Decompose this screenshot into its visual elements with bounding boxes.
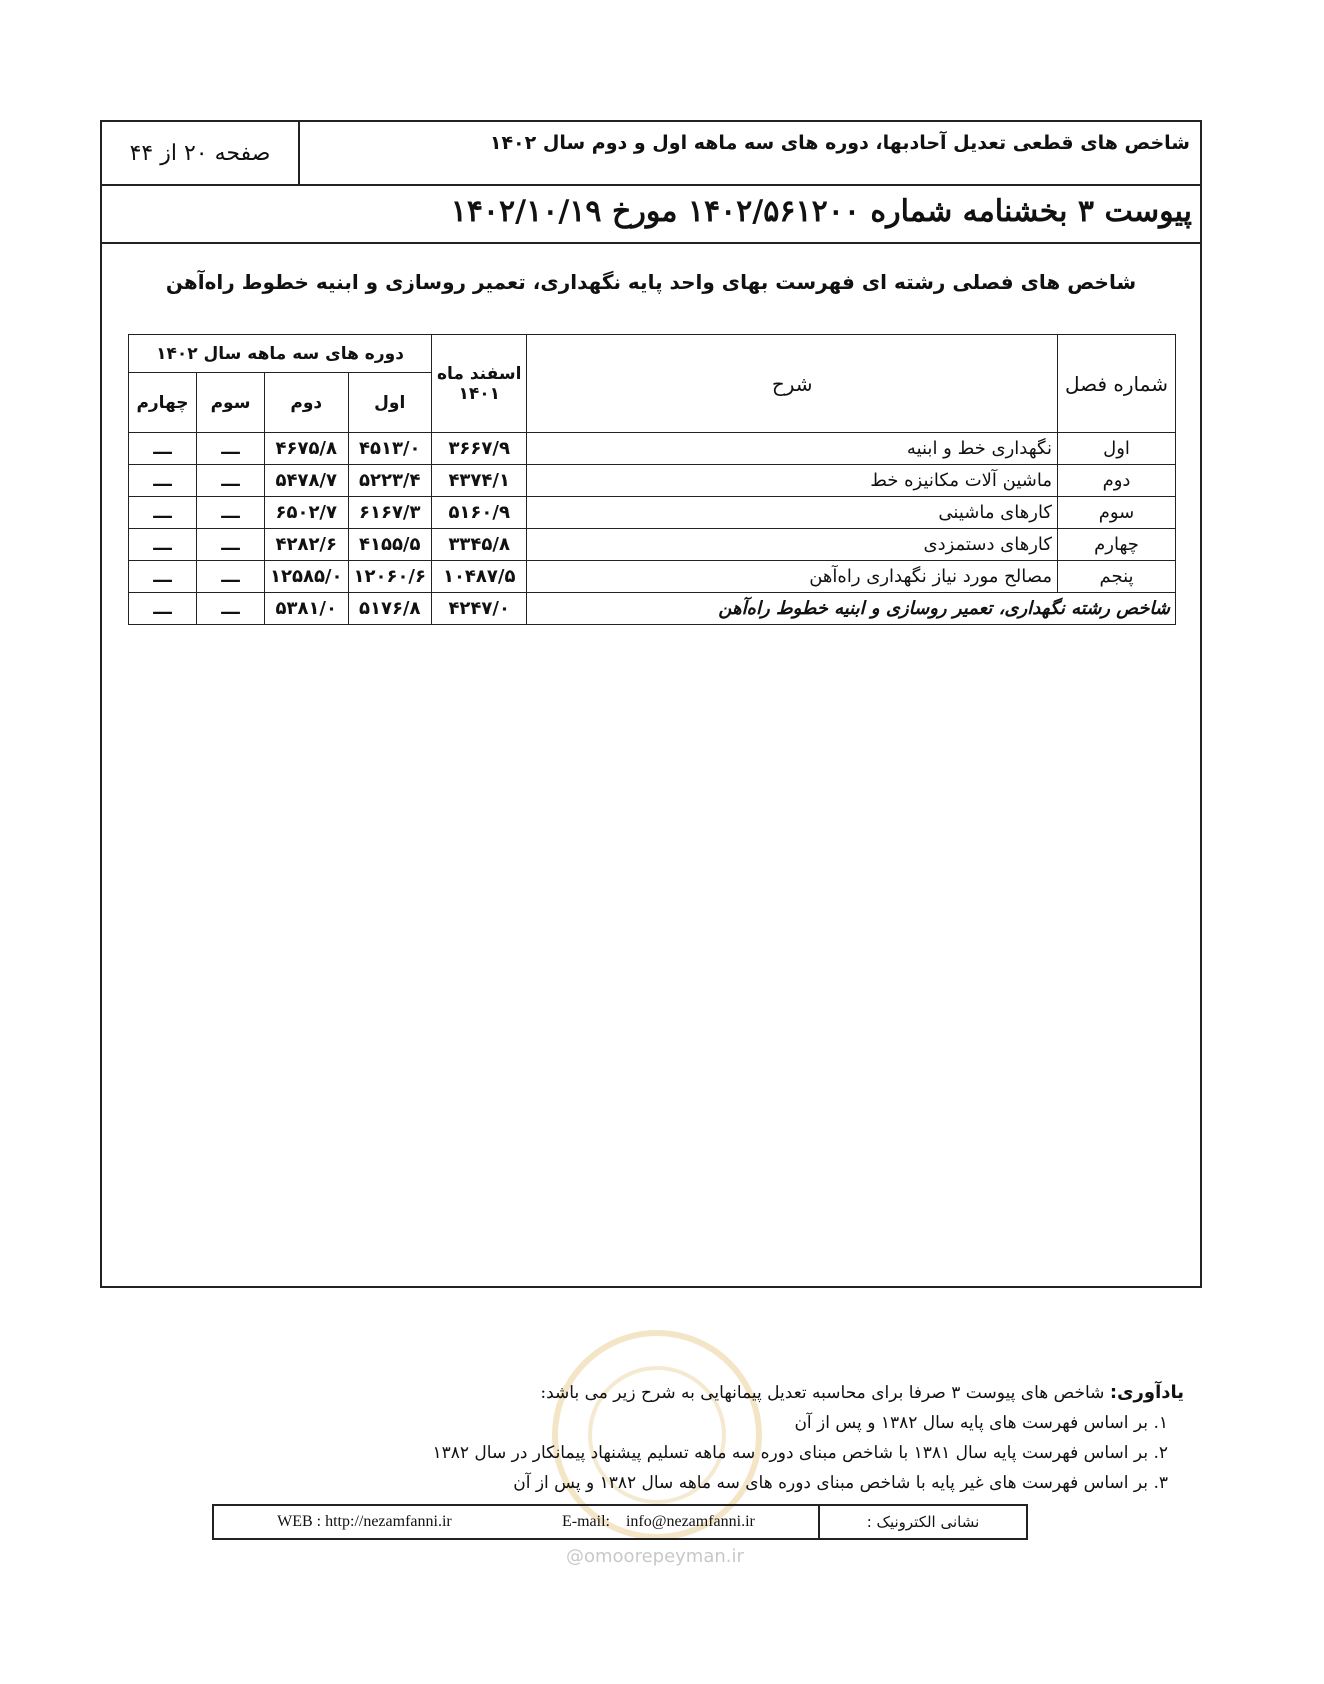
page-frame — [100, 120, 1202, 1288]
cell-q4: ـــ — [129, 433, 197, 465]
cell-q3: ـــ — [197, 497, 265, 529]
summary-row — [129, 593, 1176, 625]
cell-q2: ۴۶۷۵/۸ — [265, 433, 349, 465]
annex-title: پیوست ۳ بخشنامه شماره ۱۴۰۲/۵۶۱۲۰۰ مورخ ۱۴۰۲/۱۰/۱۹ — [450, 194, 1192, 229]
email-block — [562, 1513, 755, 1531]
cell-q3: ـــ — [197, 529, 265, 561]
watermark-text: @omoorepeyman.ir — [566, 1546, 744, 1567]
cell-esfand: ۳۶۶۷/۹ — [432, 433, 527, 465]
summary-q4: ـــ — [129, 593, 197, 625]
note-item: ۳. بر اساس فهرست های غیر پایه با شاخص مبنای دوره های سه ماهه سال ۱۳۸۲ و پس از آن — [513, 1473, 1168, 1493]
web-link[interactable]: WEB : http://nezamfanni.ir — [277, 1513, 452, 1530]
email-link[interactable]: info@nezamfanni.ir — [625, 1513, 755, 1530]
notes-intro: شاخص های پیوست ۳ صرفا برای محاسبه تعدیل پیمانهایی به شرح زیر می باشد: — [540, 1383, 1105, 1403]
table-row — [129, 497, 1176, 529]
cell-q2: ۱۲۵۸۵/۰ — [265, 561, 349, 593]
cell-q4: ـــ — [129, 465, 197, 497]
col-header-periods: دوره های سه ماهه سال ۱۴۰۲ — [129, 335, 432, 373]
cell-q4: ـــ — [129, 497, 197, 529]
cell-q4: ـــ — [129, 529, 197, 561]
col-header-q2: دوم — [265, 373, 349, 433]
summary-q2: ۵۳۸۱/۰ — [265, 593, 349, 625]
cell-q1: ۱۲۰۶۰/۶ — [348, 561, 432, 593]
note-item: ۱. بر اساس فهرست های پایه سال ۱۳۸۲ و پس از آن — [794, 1413, 1168, 1433]
cell-description: کارهای ماشینی — [527, 497, 1058, 529]
cell-description: کارهای دستمزدی — [527, 529, 1058, 561]
cell-q1: ۴۱۵۵/۵ — [348, 529, 432, 561]
cell-esfand: ۳۳۴۵/۸ — [432, 529, 527, 561]
document-title: شاخص های قطعی تعدیل آحادبها، دوره های سه ماهه اول و دوم سال ۱۴۰۲ — [489, 132, 1190, 154]
table-row — [129, 561, 1176, 593]
index-table — [128, 334, 1176, 625]
cell-q1: ۵۲۲۳/۴ — [348, 465, 432, 497]
contact-details — [214, 1506, 820, 1538]
col-header-description: شرح — [527, 335, 1058, 433]
cell-q3: ـــ — [197, 561, 265, 593]
cell-chapter: چهارم — [1058, 529, 1176, 561]
cell-q4: ـــ — [129, 561, 197, 593]
table-row — [129, 465, 1176, 497]
cell-esfand: ۵۱۶۰/۹ — [432, 497, 527, 529]
cell-q3: ـــ — [197, 433, 265, 465]
cell-q2: ۶۵۰۲/۷ — [265, 497, 349, 529]
notes-block — [384, 1378, 1184, 1498]
cell-esfand: ۴۳۷۴/۱ — [432, 465, 527, 497]
cell-q2: ۴۲۸۲/۶ — [265, 529, 349, 561]
cell-q2: ۵۴۷۸/۷ — [265, 465, 349, 497]
table-row — [129, 433, 1176, 465]
contact-box — [212, 1504, 1028, 1540]
cell-chapter: سوم — [1058, 497, 1176, 529]
cell-q3: ـــ — [197, 465, 265, 497]
notes-lead: یادآوری: — [1109, 1382, 1184, 1403]
cell-q1: ۴۵۱۳/۰ — [348, 433, 432, 465]
col-header-q4: چهارم — [129, 373, 197, 433]
summary-description: شاخص رشته نگهداری، تعمیر روسازی و ابنیه خطوط راه‌آهن — [527, 593, 1176, 625]
cell-chapter: دوم — [1058, 465, 1176, 497]
header-row — [102, 122, 1200, 186]
page-number: صفحه ۲۰ از ۴۴ — [102, 122, 300, 184]
cell-description: ماشین آلات مکانیزه خط — [527, 465, 1058, 497]
email-label: E-mail: — [561, 1513, 610, 1530]
cell-chapter: پنجم — [1058, 561, 1176, 593]
col-header-esfand — [432, 335, 527, 433]
cell-chapter: اول — [1058, 433, 1176, 465]
col-header-q3: سوم — [197, 373, 265, 433]
col-header-q1: اول — [348, 373, 432, 433]
cell-q1: ۶۱۶۷/۳ — [348, 497, 432, 529]
note-item: ۲. بر اساس فهرست پایه سال ۱۳۸۱ با شاخص مبنای دوره سه ماهه تسلیم پیشنهاد پیمانکار در سال ۱۳۸۲ — [432, 1443, 1168, 1463]
cell-esfand: ۱۰۴۸۷/۵ — [432, 561, 527, 593]
summary-q3: ـــ — [197, 593, 265, 625]
col-header-esfand-line1: اسفند ماه — [437, 363, 522, 384]
annex-row — [102, 186, 1200, 244]
col-header-esfand-line2: ۱۴۰۱ — [458, 383, 500, 404]
cell-description: مصالح مورد نیاز نگهداری راه‌آهن — [527, 561, 1058, 593]
cell-description: نگهداری خط و ابنیه — [527, 433, 1058, 465]
notes-intro-line — [384, 1378, 1184, 1408]
table-row — [129, 529, 1176, 561]
summary-q1: ۵۱۷۶/۸ — [348, 593, 432, 625]
section-title: شاخص های فصلی رشته ای فهرست بهای واحد پایه نگهداری، تعمیر روسازی و ابنیه خطوط راه‌آهن — [165, 270, 1137, 294]
col-header-chapter: شماره فصل — [1058, 335, 1176, 433]
summary-esfand: ۴۲۴۷/۰ — [432, 593, 527, 625]
contact-label: نشانی الکترونیک : — [866, 1513, 980, 1531]
